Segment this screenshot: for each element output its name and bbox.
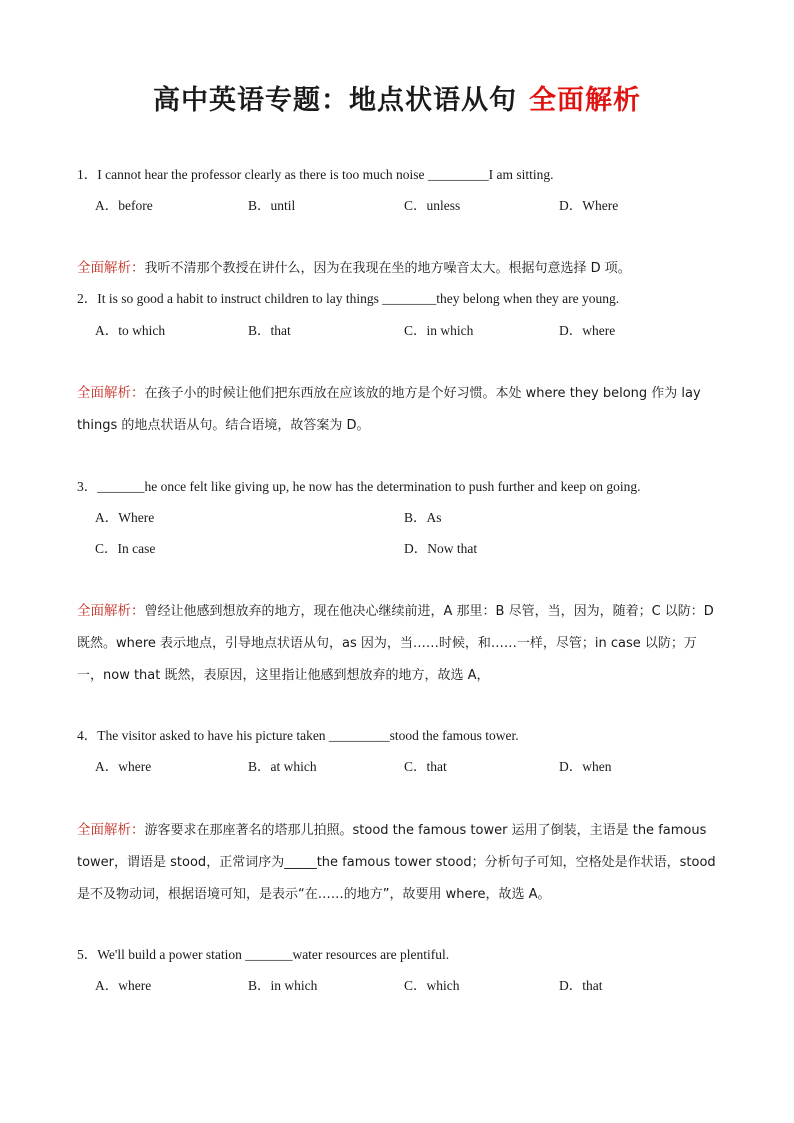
question-4-stem: 4．The visitor asked to have his picture taken _________stood the famous tower. — [77, 728, 519, 743]
option-b[interactable]: B．that — [248, 323, 291, 338]
option-a[interactable]: A．before — [95, 198, 153, 213]
option-b[interactable]: B．at which — [248, 759, 317, 774]
option-d[interactable]: D．when — [559, 759, 612, 774]
option-c[interactable]: C．In case — [95, 541, 156, 556]
option-c[interactable]: C．unless — [404, 198, 461, 213]
question-4-options — [95, 757, 735, 777]
option-b[interactable]: B．As — [404, 510, 442, 525]
question-2-analysis — [77, 377, 722, 441]
option-c[interactable]: C．in which — [404, 323, 474, 338]
question-1-analysis — [77, 252, 722, 284]
question-1-options — [95, 196, 735, 216]
question-2-options — [95, 321, 735, 341]
option-a[interactable]: A．where — [95, 978, 152, 993]
analysis-text: 我听不清那个教授在讲什么，因为在我现在坐的地方噪音太大。根据句意选择 D 项。 — [144, 261, 631, 276]
analysis-text: 游客要求在那座著名的塔那儿拍照。stood the famous tower 运用了倒装，主语是 the famous tower，谓语是 stood，正常词序为_____the famous tower stood；分析句子可知，空格处是作状语，stood 是不及物动词，根据语境可知，是表示“在……的地方”，故要用 where，故选 A。 — [77, 823, 716, 902]
option-a[interactable]: A．Where — [95, 510, 155, 525]
analysis-label: 全面解析： — [77, 385, 145, 400]
option-c[interactable]: C．which — [404, 978, 460, 993]
question-2-stem: 2．It is so good a habit to instruct children to lay things ________they belong when they are young. — [77, 291, 620, 306]
analysis-label: 全面解析： — [77, 260, 145, 275]
option-b[interactable]: B．until — [248, 198, 296, 213]
option-a[interactable]: A．where — [95, 759, 152, 774]
title-accent: 全面解析 — [529, 85, 641, 116]
option-d[interactable]: D．Where — [559, 198, 619, 213]
question-1-stem: 1．I cannot hear the professor clearly as there is too much noise _________I am sitting. — [77, 167, 554, 182]
question-3-stem: 3．_______he once felt like giving up, he now has the determination to push further and keep on going. — [77, 479, 641, 494]
option-d[interactable]: D．Now that — [404, 541, 478, 556]
question-5-options — [95, 976, 735, 996]
analysis-text: 曾经让他感到想放弃的地方，现在他决心继续前进，A 那里：B 尽管，当，因为，随着；C 以防：D 既然。where 表示地点，引导地点状语从句，as 因为，当……时候，和……一样，尽管；in case 以防；万一，now that 既然，表原因，这里指让他感到想放弃的地方，故选 A， — [77, 604, 714, 683]
question-5-stem: 5．We'll build a power station _______water resources are plentiful. — [77, 947, 450, 962]
question-4-analysis — [77, 814, 722, 910]
page-title — [0, 78, 794, 117]
option-b[interactable]: B．in which — [248, 978, 318, 993]
question-3-analysis — [77, 595, 722, 691]
analysis-label: 全面解析： — [77, 822, 145, 837]
option-d[interactable]: D．that — [559, 978, 603, 993]
title-main: 高中英语专题：地点状语从句 — [153, 85, 517, 116]
question-3-options-row-1 — [95, 508, 735, 528]
analysis-text: 在孩子小的时候让他们把东西放在应该放的地方是个好习惯。本处 where they belong 作为 lay things 的地点状语从句。结合语境，故答案为 D。 — [77, 386, 701, 433]
question-3-options-row-2 — [95, 539, 735, 559]
option-d[interactable]: D．where — [559, 323, 616, 338]
analysis-label: 全面解析： — [77, 603, 145, 618]
option-a[interactable]: A．to which — [95, 323, 166, 338]
option-c[interactable]: C．that — [404, 759, 447, 774]
